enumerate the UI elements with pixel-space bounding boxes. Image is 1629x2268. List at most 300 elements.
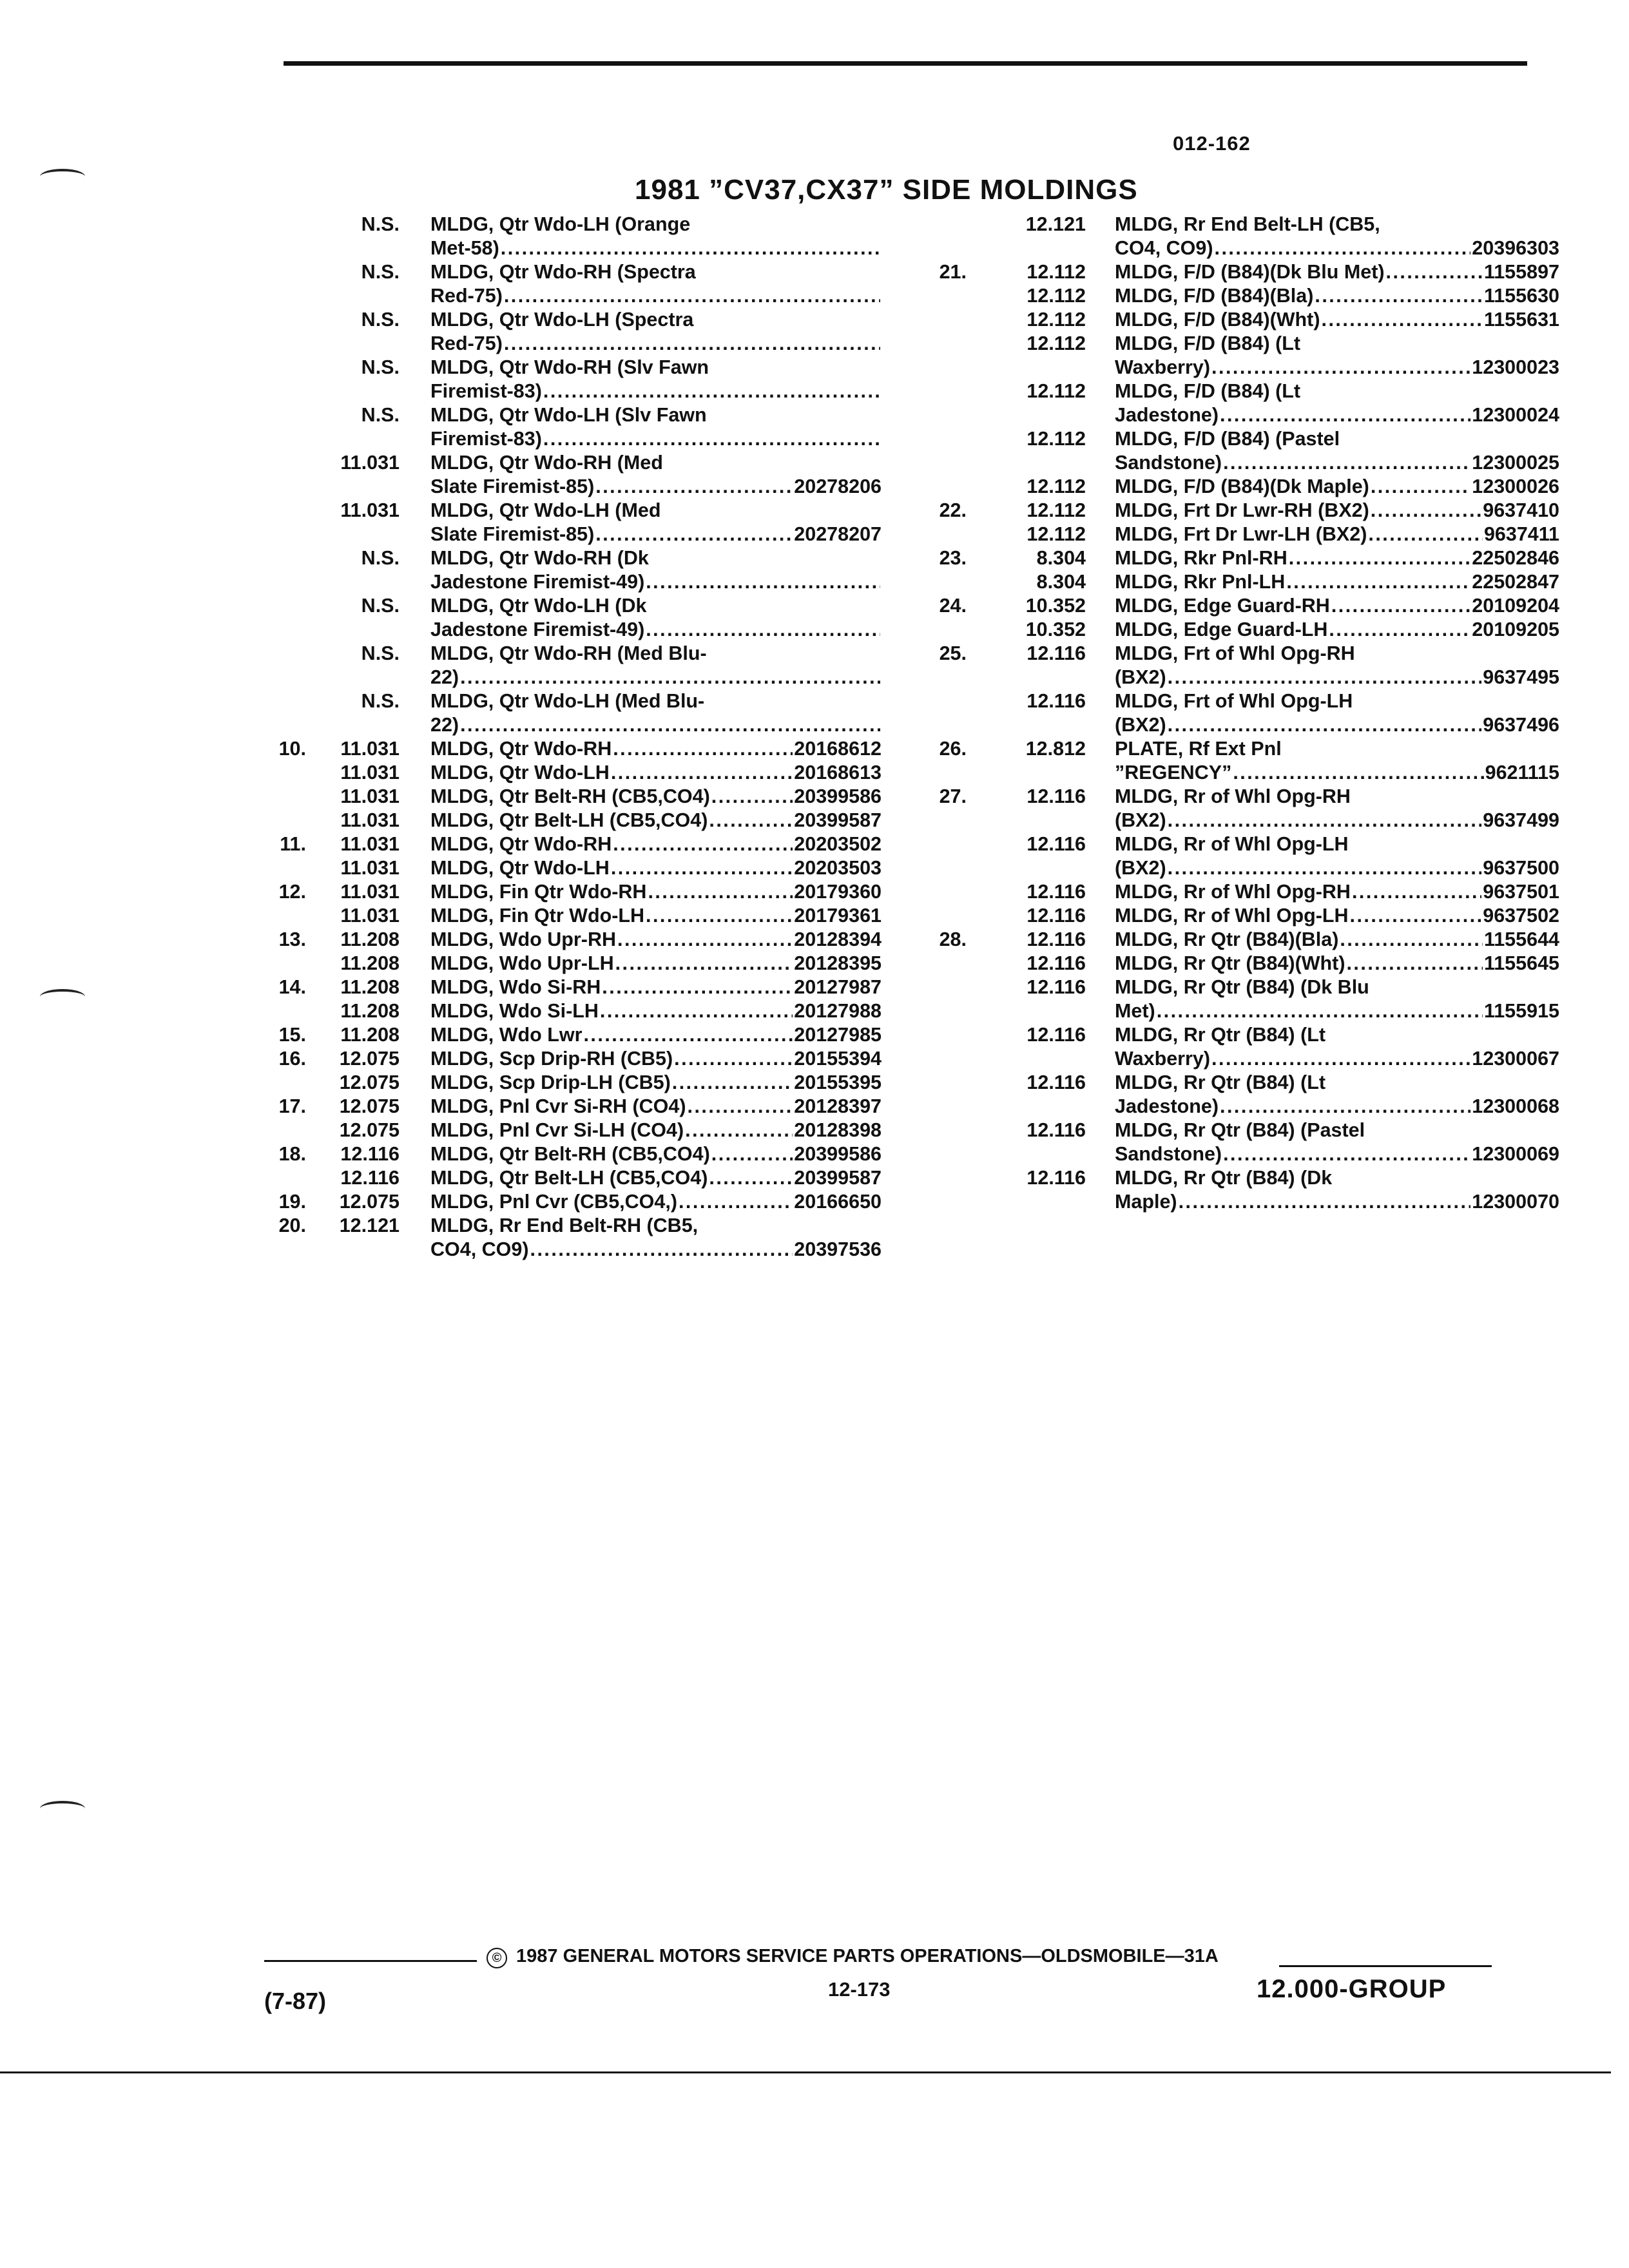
parts-list-item: [921, 570, 1559, 594]
group-number: N.S.: [361, 309, 400, 331]
parts-list-item: [921, 260, 1559, 284]
group-number: 12.116: [1027, 905, 1086, 927]
part-description: MLDG, F/D (B84) (Lt: [1115, 380, 1301, 402]
leader-dots: [595, 475, 793, 499]
group-number: 12.116: [1027, 1072, 1086, 1093]
part-description: MLDG, Qtr Wdo-RH: [430, 738, 612, 760]
part-number: 12300026: [1472, 476, 1559, 497]
group-number: N.S.: [361, 547, 400, 569]
part-number: 9621115: [1485, 762, 1559, 783]
parts-list-item: [264, 904, 883, 928]
part-description: MLDG, Wdo Si-RH: [430, 976, 601, 998]
part-description: MLDG, Pnl Cvr Si-LH (CO4): [430, 1119, 684, 1141]
part-number: 12300070: [1472, 1191, 1559, 1213]
part-description: Waxberry): [1115, 1048, 1211, 1070]
part-description: MLDG, Wdo Upr-RH: [430, 928, 616, 950]
page-title: 1981 ”CV37,CX37” SIDE MOLDINGS: [635, 174, 1138, 206]
part-number: 1155915: [1483, 1000, 1559, 1022]
part-description: MLDG, Qtr Wdo-RH (Med Blu-: [430, 642, 707, 664]
group-number: 12.112: [1027, 499, 1086, 521]
group-number: 12.116: [1027, 642, 1086, 664]
leader-dots: [1315, 284, 1483, 308]
reference-number: 17.: [278, 1095, 306, 1117]
parts-list-item: [264, 213, 883, 260]
group-number: 12.075: [339, 1095, 400, 1117]
reference-number: 20.: [278, 1215, 306, 1236]
part-number: 20109204: [1472, 595, 1559, 617]
page-number: 12-173: [828, 1978, 891, 2001]
group-number: 12.116: [1027, 785, 1086, 807]
part-description: MLDG, Qtr Wdo-LH (Dk: [430, 595, 647, 617]
part-number: 12300069: [1472, 1143, 1559, 1165]
leader-dots: [460, 713, 880, 737]
group-number: 11.031: [340, 881, 400, 903]
part-number: 12300068: [1472, 1095, 1559, 1117]
part-description: Sandstone): [1115, 1143, 1222, 1165]
leader-dots: [1223, 1142, 1470, 1166]
reference-number: 10.: [278, 738, 306, 760]
part-description: MLDG, Qtr Wdo-RH: [430, 833, 612, 855]
part-number: 22502847: [1472, 571, 1559, 593]
part-description: MLDG, Pnl Cvr Si-RH (CO4): [430, 1095, 686, 1117]
part-number: 20155395: [794, 1072, 882, 1093]
leader-dots: [688, 1095, 793, 1119]
group-number: 8.304: [1036, 571, 1086, 593]
reference-number: 18.: [278, 1143, 306, 1165]
part-number: 9637410: [1483, 499, 1559, 521]
part-description: MLDG, Qtr Wdo-LH (Slv Fawn: [430, 404, 707, 426]
part-description: CO4, CO9): [1115, 237, 1213, 259]
reference-number: 11.: [280, 833, 306, 855]
part-description: MLDG, Edge Guard-LH: [1115, 619, 1328, 640]
parts-list-item: [264, 1190, 883, 1214]
part-number: 20168612: [794, 738, 882, 760]
leader-dots: [1368, 523, 1483, 546]
leader-dots: [646, 618, 880, 642]
parts-list-item: [921, 284, 1559, 308]
leader-dots: [1346, 952, 1482, 975]
parts-list-item: [921, 928, 1559, 952]
part-description: MLDG, Qtr Belt-LH (CB5,CO4): [430, 809, 708, 831]
part-description: MLDG, Wdo Lwr: [430, 1024, 583, 1046]
parts-list-item: [264, 975, 883, 999]
leader-dots: [1371, 499, 1481, 523]
part-description: MLDG, Rr of Whl Opg-LH: [1115, 905, 1349, 927]
parts-list-item: [921, 380, 1559, 427]
parts-list-item: [264, 785, 883, 809]
part-description: ”REGENCY”: [1115, 762, 1232, 783]
leader-dots: [1331, 594, 1470, 618]
reference-number: 14.: [278, 976, 306, 998]
group-number: 12.112: [1027, 261, 1086, 283]
reference-number: 13.: [278, 928, 306, 950]
leader-dots: [1168, 666, 1482, 689]
part-description: MLDG, F/D (B84) (Lt: [1115, 332, 1301, 354]
part-number: 20399587: [794, 1167, 882, 1189]
parts-list-item: [264, 1166, 883, 1190]
leader-dots: [1211, 1047, 1470, 1071]
part-description: MLDG, Fin Qtr Wdo-LH: [430, 905, 645, 927]
parts-list-item: [921, 332, 1559, 380]
part-description: MLDG, Rkr Pnl-RH: [1115, 547, 1287, 569]
leader-dots: [709, 1166, 793, 1190]
part-description: MLDG, Rr Qtr (B84) (Lt: [1115, 1072, 1326, 1093]
parts-list-item: [264, 832, 883, 856]
part-description: Red-75): [430, 285, 503, 307]
part-description: Jadestone): [1115, 1095, 1219, 1117]
part-description: MLDG, F/D (B84) (Pastel: [1115, 428, 1340, 450]
leader-dots: [1386, 260, 1483, 284]
part-number: 20396303: [1472, 237, 1559, 259]
leader-dots: [504, 284, 880, 308]
part-number: 12300023: [1472, 356, 1559, 378]
leader-dots: [672, 1071, 793, 1095]
leader-dots: [674, 1047, 793, 1071]
part-description: MLDG, Edge Guard-RH: [1115, 595, 1330, 617]
group-number: 12.112: [1027, 428, 1086, 450]
group-number: 12.075: [339, 1119, 400, 1141]
part-description: Firemist-83): [430, 428, 542, 450]
parts-list-item: [921, 1119, 1559, 1166]
group-number: N.S.: [361, 642, 400, 664]
part-description: Waxberry): [1115, 356, 1211, 378]
parts-list-item: [264, 1023, 883, 1047]
reference-number: 23.: [939, 547, 967, 569]
part-description: Slate Firemist-85): [430, 523, 595, 545]
part-description: MLDG, Qtr Wdo-LH (Spectra: [430, 309, 694, 331]
group-number: 11.031: [340, 857, 400, 879]
parts-list-item: [264, 1214, 883, 1262]
parts-list-item: [921, 594, 1559, 618]
parts-list-item: [264, 737, 883, 761]
part-number: 20127985: [794, 1024, 882, 1046]
reference-number: 25.: [939, 642, 967, 664]
leader-dots: [1157, 999, 1483, 1023]
part-number: 20399586: [794, 1143, 882, 1165]
part-number: 20155394: [794, 1048, 882, 1070]
leader-dots: [615, 952, 793, 975]
reference-number: 28.: [939, 928, 967, 950]
part-description: MLDG, Rr of Whl Opg-LH: [1115, 833, 1349, 855]
reference-number: 27.: [939, 785, 967, 807]
group-number: 12.116: [1027, 1167, 1086, 1189]
footer-right-rule: [1279, 1965, 1492, 1967]
revision-date: (7-87): [264, 1988, 327, 2014]
parts-list-item: [264, 809, 883, 832]
part-description: Red-75): [430, 332, 503, 354]
part-description: Met-58): [430, 237, 499, 259]
part-description: Sandstone): [1115, 452, 1222, 474]
leader-dots: [711, 785, 793, 809]
part-number: 9637500: [1483, 857, 1559, 879]
parts-list-item: [921, 499, 1559, 523]
parts-list-item: [921, 642, 1559, 689]
part-number: 20128398: [794, 1119, 882, 1141]
part-number: 20399587: [794, 809, 882, 831]
leader-dots: [646, 904, 793, 928]
part-number: 12300025: [1472, 452, 1559, 474]
group-number: 11.031: [340, 738, 400, 760]
group-number: 12.116: [1027, 1024, 1086, 1046]
copyright-line: [487, 1946, 1219, 1968]
part-description: MLDG, F/D (B84)(Bla): [1115, 285, 1314, 307]
binder-hole-mark: [40, 989, 85, 1004]
group-number: 12.116: [1027, 690, 1086, 712]
group-number: 12.116: [340, 1143, 400, 1165]
leader-dots: [709, 809, 793, 832]
leader-dots: [1352, 880, 1481, 904]
part-number: 12300067: [1472, 1048, 1559, 1070]
part-number: 1155645: [1483, 952, 1559, 974]
group-number: 12.075: [339, 1072, 400, 1093]
group-label: 12.000-GROUP: [1257, 1975, 1447, 2003]
leader-dots: [460, 666, 880, 689]
part-description: MLDG, Frt of Whl Opg-LH: [1115, 690, 1353, 712]
part-description: PLATE, Rf Ext Pnl: [1115, 738, 1282, 760]
part-description: (BX2): [1115, 666, 1166, 688]
part-number: 20278207: [794, 523, 882, 545]
leader-dots: [613, 832, 793, 856]
reference-number: 12.: [278, 881, 306, 903]
leader-dots: [1220, 1095, 1470, 1119]
parts-list-item: [921, 546, 1559, 570]
group-number: 10.352: [1025, 595, 1086, 617]
top-rule: [284, 61, 1527, 66]
part-number: 9637495: [1483, 666, 1559, 688]
copyright-symbol: ©: [487, 1948, 507, 1968]
group-number: 12.112: [1027, 523, 1086, 545]
part-description: MLDG, F/D (B84)(Dk Blu Met): [1115, 261, 1385, 283]
parts-list-item: [264, 1047, 883, 1071]
group-number: N.S.: [361, 261, 400, 283]
part-description: CO4, CO9): [430, 1238, 529, 1260]
part-description: Jadestone): [1115, 404, 1219, 426]
parts-list-item: [264, 928, 883, 952]
group-number: 11.031: [340, 452, 400, 474]
group-number: 12.112: [1027, 332, 1086, 354]
parts-list-item: [264, 880, 883, 904]
parts-list-item: [264, 356, 883, 403]
reference-number: 26.: [939, 738, 967, 760]
group-number: 11.208: [340, 928, 400, 950]
part-description: MLDG, Qtr Wdo-LH: [430, 762, 610, 783]
reference-number: 22.: [939, 499, 967, 521]
group-number: 11.208: [340, 1024, 400, 1046]
leader-dots: [1350, 904, 1482, 928]
leader-dots: [646, 570, 880, 594]
part-number: 20399586: [794, 785, 882, 807]
parts-list-right: [921, 213, 1559, 1214]
group-number: 8.304: [1036, 547, 1086, 569]
leader-dots: [1168, 856, 1482, 880]
part-description: MLDG, Rr End Belt-LH (CB5,: [1115, 213, 1380, 235]
group-number: 12.116: [1027, 952, 1086, 974]
parts-list-item: [264, 499, 883, 546]
parts-list-item: [264, 260, 883, 308]
part-number: 1155630: [1483, 285, 1559, 307]
leader-dots: [1329, 618, 1470, 642]
part-description: Met): [1115, 1000, 1155, 1022]
part-description: MLDG, Rr Qtr (B84) (Dk: [1115, 1167, 1333, 1189]
group-number: 12.121: [1025, 213, 1086, 235]
parts-list-item: [264, 308, 883, 356]
part-description: MLDG, Qtr Belt-RH (CB5,CO4): [430, 1143, 710, 1165]
part-number: 20109205: [1472, 619, 1559, 640]
group-number: 11.031: [340, 785, 400, 807]
parts-list-item: [921, 952, 1559, 975]
part-description: MLDG, Wdo Si-LH: [430, 1000, 599, 1022]
part-number: 20166650: [794, 1191, 882, 1213]
part-number: 20203502: [794, 833, 882, 855]
leader-dots: [1289, 546, 1471, 570]
page-code: 012-162: [1173, 132, 1251, 155]
part-description: (BX2): [1115, 714, 1166, 736]
reference-number: 21.: [939, 261, 967, 283]
parts-list-item: [921, 427, 1559, 475]
group-number: 12.112: [1027, 380, 1086, 402]
group-number: N.S.: [361, 213, 400, 235]
group-number: 12.075: [339, 1048, 400, 1070]
parts-list-item: [264, 999, 883, 1023]
group-number: 11.031: [340, 833, 400, 855]
part-number: 1155644: [1483, 928, 1559, 950]
part-description: MLDG, Rr Qtr (B84) (Dk Blu: [1115, 976, 1369, 998]
part-number: 9637496: [1483, 714, 1559, 736]
part-number: 22502846: [1472, 547, 1559, 569]
part-description: MLDG, Frt Dr Lwr-RH (BX2): [1115, 499, 1369, 521]
part-description: 22): [430, 714, 459, 736]
group-number: 11.031: [340, 809, 400, 831]
parts-list-item: [921, 213, 1559, 260]
group-number: 12.116: [1027, 833, 1086, 855]
part-number: 20278206: [794, 476, 882, 497]
part-description: MLDG, F/D (B84)(Dk Maple): [1115, 476, 1369, 497]
part-number: 20127987: [794, 976, 882, 998]
reference-number: 15.: [278, 1024, 306, 1046]
part-number: 20128397: [794, 1095, 882, 1117]
part-description: Maple): [1115, 1191, 1177, 1213]
group-number: N.S.: [361, 690, 400, 712]
parts-list-item: [921, 689, 1559, 737]
group-number: 12.121: [339, 1215, 400, 1236]
part-description: MLDG, Qtr Wdo-RH (Dk: [430, 547, 649, 569]
part-number: 9637501: [1483, 881, 1559, 903]
parts-list-item: [921, 1023, 1559, 1071]
part-number: 9637499: [1483, 809, 1559, 831]
leader-dots: [543, 380, 880, 403]
leader-dots: [595, 523, 793, 546]
leader-dots: [1286, 570, 1470, 594]
part-description: MLDG, Scp Drip-RH (CB5): [430, 1048, 673, 1070]
part-number: 20168613: [794, 762, 882, 783]
part-description: MLDG, Qtr Wdo-LH: [430, 857, 610, 879]
group-number: N.S.: [361, 595, 400, 617]
leader-dots: [1168, 809, 1482, 832]
part-description: MLDG, Rr Qtr (B84) (Lt: [1115, 1024, 1326, 1046]
part-description: MLDG, Qtr Wdo-RH (Spectra: [430, 261, 696, 283]
group-number: 11.208: [340, 1000, 400, 1022]
group-number: 12.116: [1027, 928, 1086, 950]
leader-dots: [543, 427, 880, 451]
parts-list-item: [264, 1095, 883, 1119]
parts-list-item: [264, 1071, 883, 1095]
part-description: MLDG, Qtr Belt-LH (CB5,CO4): [430, 1167, 708, 1189]
leader-dots: [1233, 761, 1483, 785]
part-number: 20397536: [794, 1238, 882, 1260]
group-number: 12.116: [1027, 881, 1086, 903]
part-description: MLDG, Rkr Pnl-LH: [1115, 571, 1286, 593]
group-number: 12.116: [1027, 976, 1086, 998]
part-description: MLDG, Wdo Upr-LH: [430, 952, 614, 974]
group-number: 11.031: [340, 905, 400, 927]
parts-list-item: [264, 761, 883, 785]
parts-list-item: [264, 856, 883, 880]
part-number: 12300024: [1472, 404, 1559, 426]
group-number: 12.116: [1027, 1119, 1086, 1141]
leader-dots: [1215, 236, 1471, 260]
parts-list-item: [921, 523, 1559, 546]
part-description: Jadestone Firemist-49): [430, 619, 645, 640]
group-number: 12.116: [340, 1167, 400, 1189]
binder-hole-mark: [40, 169, 85, 184]
parts-list-item: [264, 1142, 883, 1166]
leader-dots: [1179, 1190, 1471, 1214]
group-number: 11.208: [340, 976, 400, 998]
part-description: MLDG, Qtr Wdo-LH (Orange: [430, 213, 691, 235]
binder-hole-mark: [40, 1801, 85, 1816]
part-number: 1155631: [1483, 309, 1559, 331]
leader-dots: [617, 928, 793, 952]
part-description: MLDG, Qtr Belt-RH (CB5,CO4): [430, 785, 710, 807]
leader-dots: [504, 332, 880, 356]
part-description: MLDG, Rr End Belt-RH (CB5,: [430, 1215, 699, 1236]
part-description: MLDG, Scp Drip-LH (CB5): [430, 1072, 671, 1093]
leader-dots: [602, 975, 793, 999]
leader-dots: [711, 1142, 793, 1166]
parts-list-item: [264, 689, 883, 737]
part-description: MLDG, F/D (B84)(Wht): [1115, 309, 1320, 331]
reference-number: 16.: [278, 1048, 306, 1070]
part-number: 20203503: [794, 857, 882, 879]
reference-number: 19.: [278, 1191, 306, 1213]
part-number: 20179361: [794, 905, 882, 927]
part-description: (BX2): [1115, 809, 1166, 831]
leader-dots: [1211, 356, 1470, 380]
parts-list-item: [264, 594, 883, 642]
leader-dots: [1340, 928, 1483, 952]
part-description: Jadestone Firemist-49): [430, 571, 645, 593]
parts-list-item: [264, 1119, 883, 1142]
leader-dots: [600, 999, 793, 1023]
part-description: MLDG, Qtr Wdo-LH (Med: [430, 499, 661, 521]
part-description: 22): [430, 666, 459, 688]
parts-list-item: [921, 904, 1559, 928]
part-number: 20128394: [794, 928, 882, 950]
part-description: MLDG, Rr Qtr (B84) (Pastel: [1115, 1119, 1365, 1141]
leader-dots: [583, 1023, 793, 1047]
part-description: MLDG, Rr Qtr (B84)(Wht): [1115, 952, 1345, 974]
parts-list-item: [264, 642, 883, 689]
part-description: MLDG, Frt Dr Lwr-LH (BX2): [1115, 523, 1367, 545]
group-number: 11.031: [340, 762, 400, 783]
part-description: MLDG, Qtr Wdo-RH (Slv Fawn: [430, 356, 709, 378]
parts-list-left: [264, 213, 883, 1262]
group-number: 12.112: [1027, 476, 1086, 497]
copyright-text: 1987 GENERAL MOTORS SERVICE PARTS OPERATIONS—OLDSMOBILE—31A: [516, 1946, 1219, 1966]
parts-list-item: [921, 832, 1559, 880]
group-number: 12.075: [339, 1191, 400, 1213]
leader-dots: [1168, 713, 1482, 737]
